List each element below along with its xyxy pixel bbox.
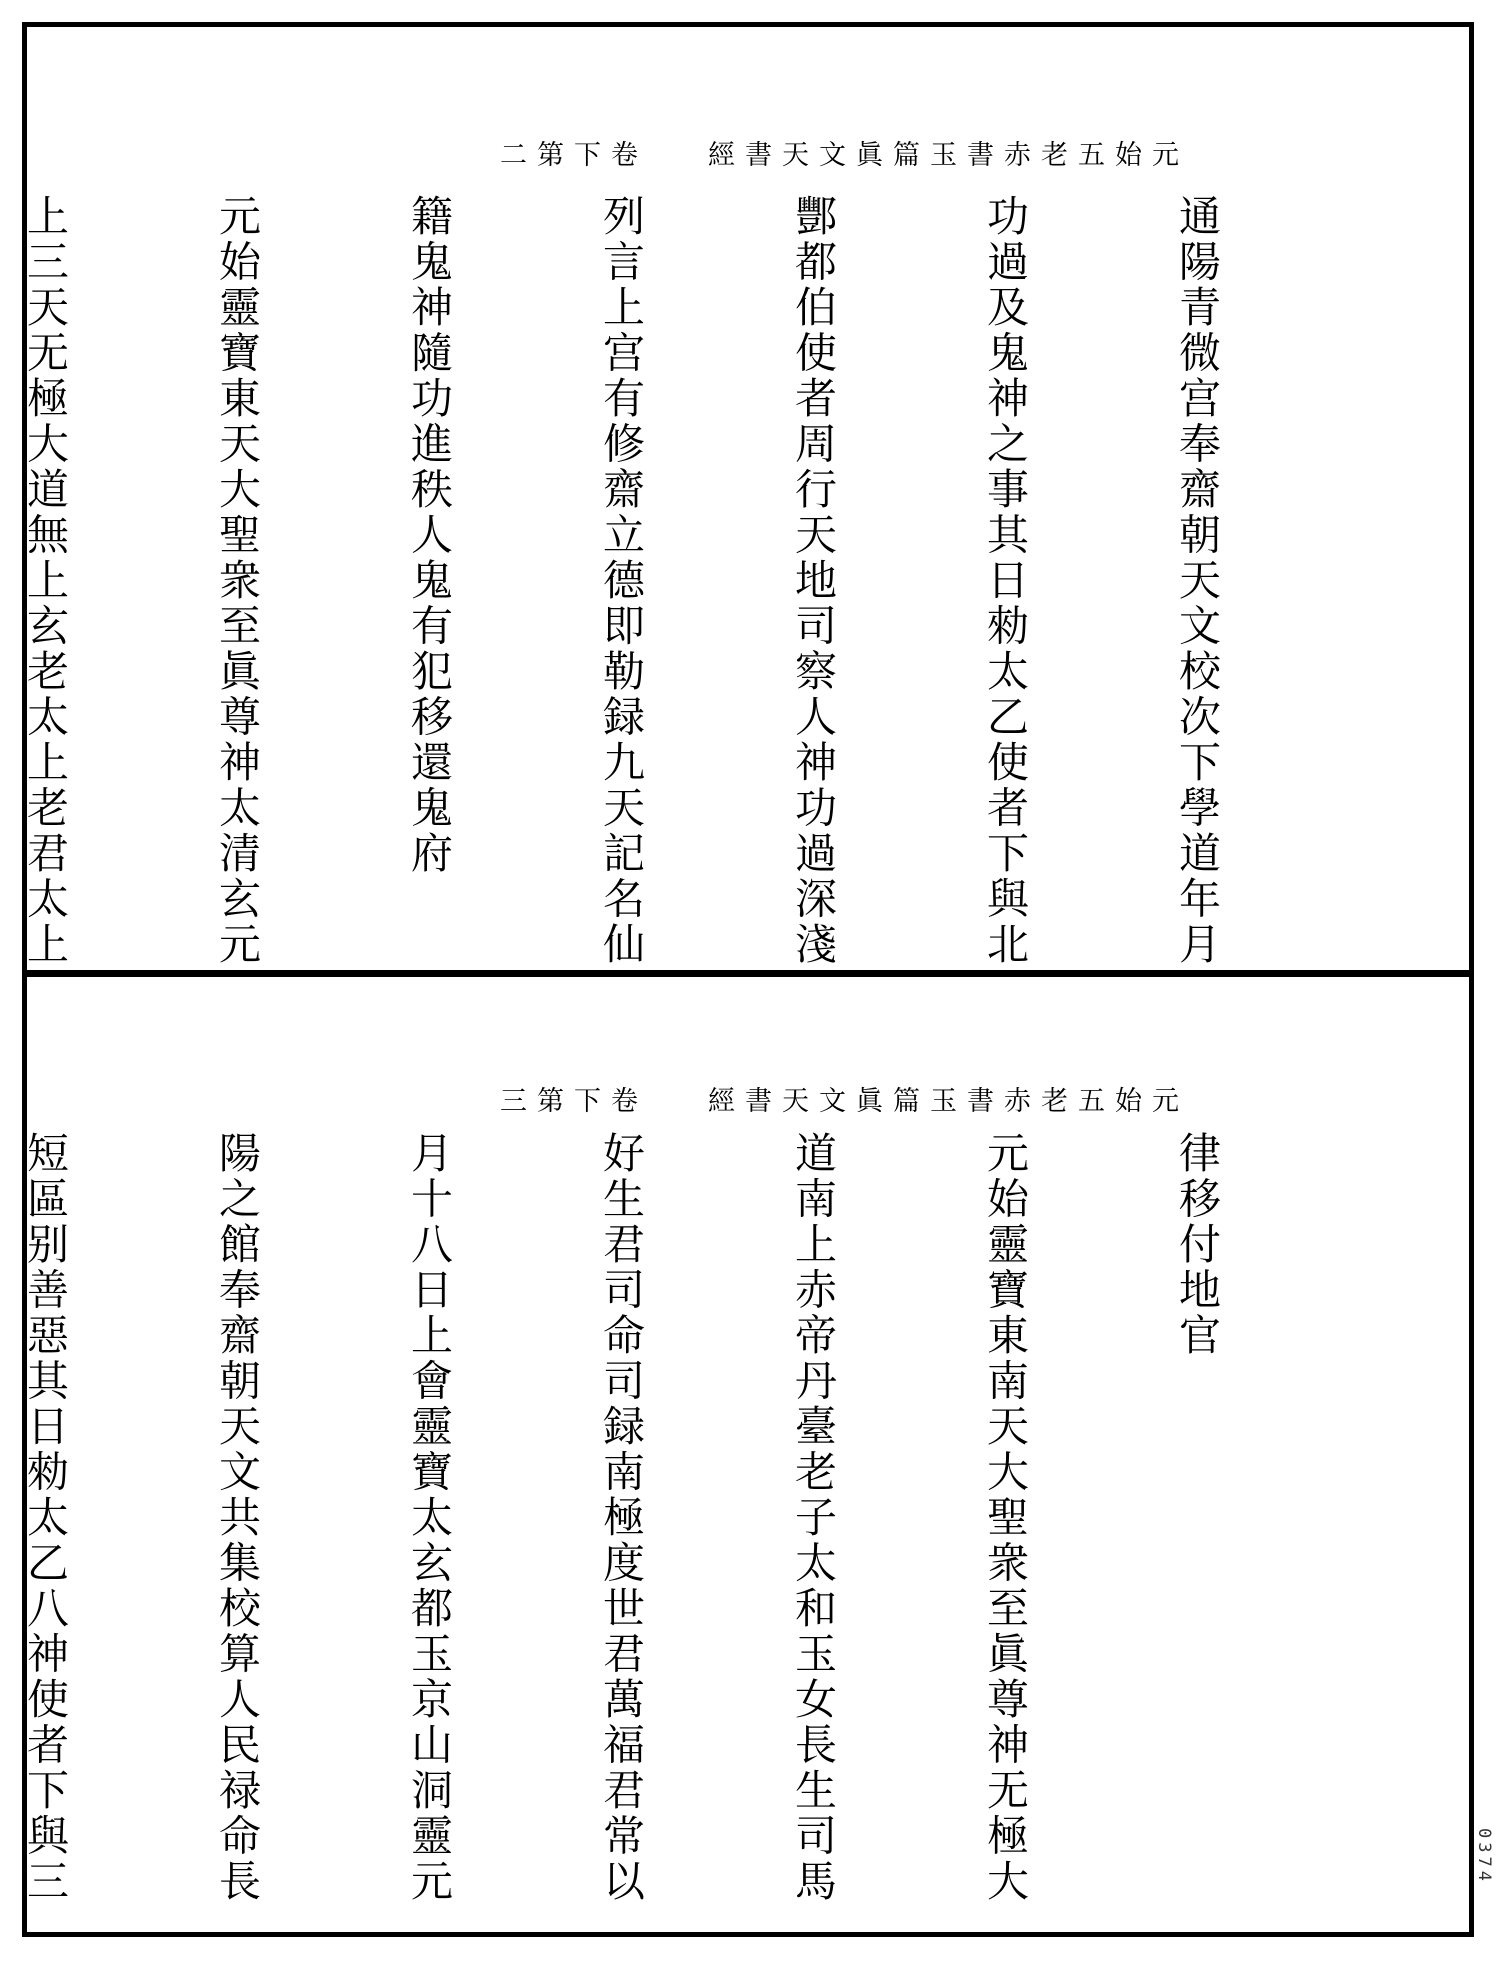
- text-column: 月十八日上會靈寶太玄都玉京山洞靈元: [405, 1131, 454, 1905]
- running-head-title: 元始五老赤書玉篇眞文天書經: [708, 1086, 1189, 1117]
- text-column: 通陽青微宫奉齋朝天文校次下學道年月: [1173, 194, 1222, 968]
- text-column: 律移付地官: [1173, 1131, 1222, 1359]
- running-head-volume: 卷下第三: [500, 1086, 648, 1117]
- text-column: 道南上赤帝丹臺老子太和玉女長生司馬: [789, 1131, 838, 1905]
- panel-divider: [22, 970, 1474, 977]
- text-column: 元始靈寶東南天大聖衆至眞尊神无極大: [981, 1131, 1030, 1905]
- text-column: 籍鬼神隨功進秩人鬼有犯移還鬼府: [405, 194, 454, 877]
- text-column: 好生君司命司録南極度世君萬福君常以: [597, 1131, 646, 1905]
- text-column: 上三天无極大道無上玄老太上老君太上: [21, 194, 70, 968]
- scripture-text: [0, 1131, 1357, 1905]
- lower-page: [21, 977, 1469, 1932]
- page-number: 0374: [1474, 1828, 1494, 1885]
- running-head: [500, 1079, 1189, 1118]
- running-head: [500, 133, 1189, 172]
- text-column: 元始靈寶東天大聖衆至眞尊神太清玄元: [213, 194, 262, 968]
- upper-page: [21, 27, 1469, 970]
- running-head-volume: 卷下第二: [500, 140, 648, 171]
- text-column: 酆都伯使者周行天地司察人神功過深淺: [789, 194, 838, 968]
- text-column: 功過及鬼神之事其日勑太乙使者下與北: [981, 194, 1030, 968]
- text-column: 列言上宫有修齋立德即勒録九天記名仙: [597, 194, 646, 968]
- scripture-text: [0, 194, 1357, 968]
- running-head-title: 元始五老赤書玉篇眞文天書經: [708, 140, 1189, 171]
- text-column: 陽之館奉齋朝天文共集校算人民禄命長: [213, 1131, 262, 1905]
- text-column: 短區别善惡其日勑太乙八神使者下與三: [21, 1131, 70, 1905]
